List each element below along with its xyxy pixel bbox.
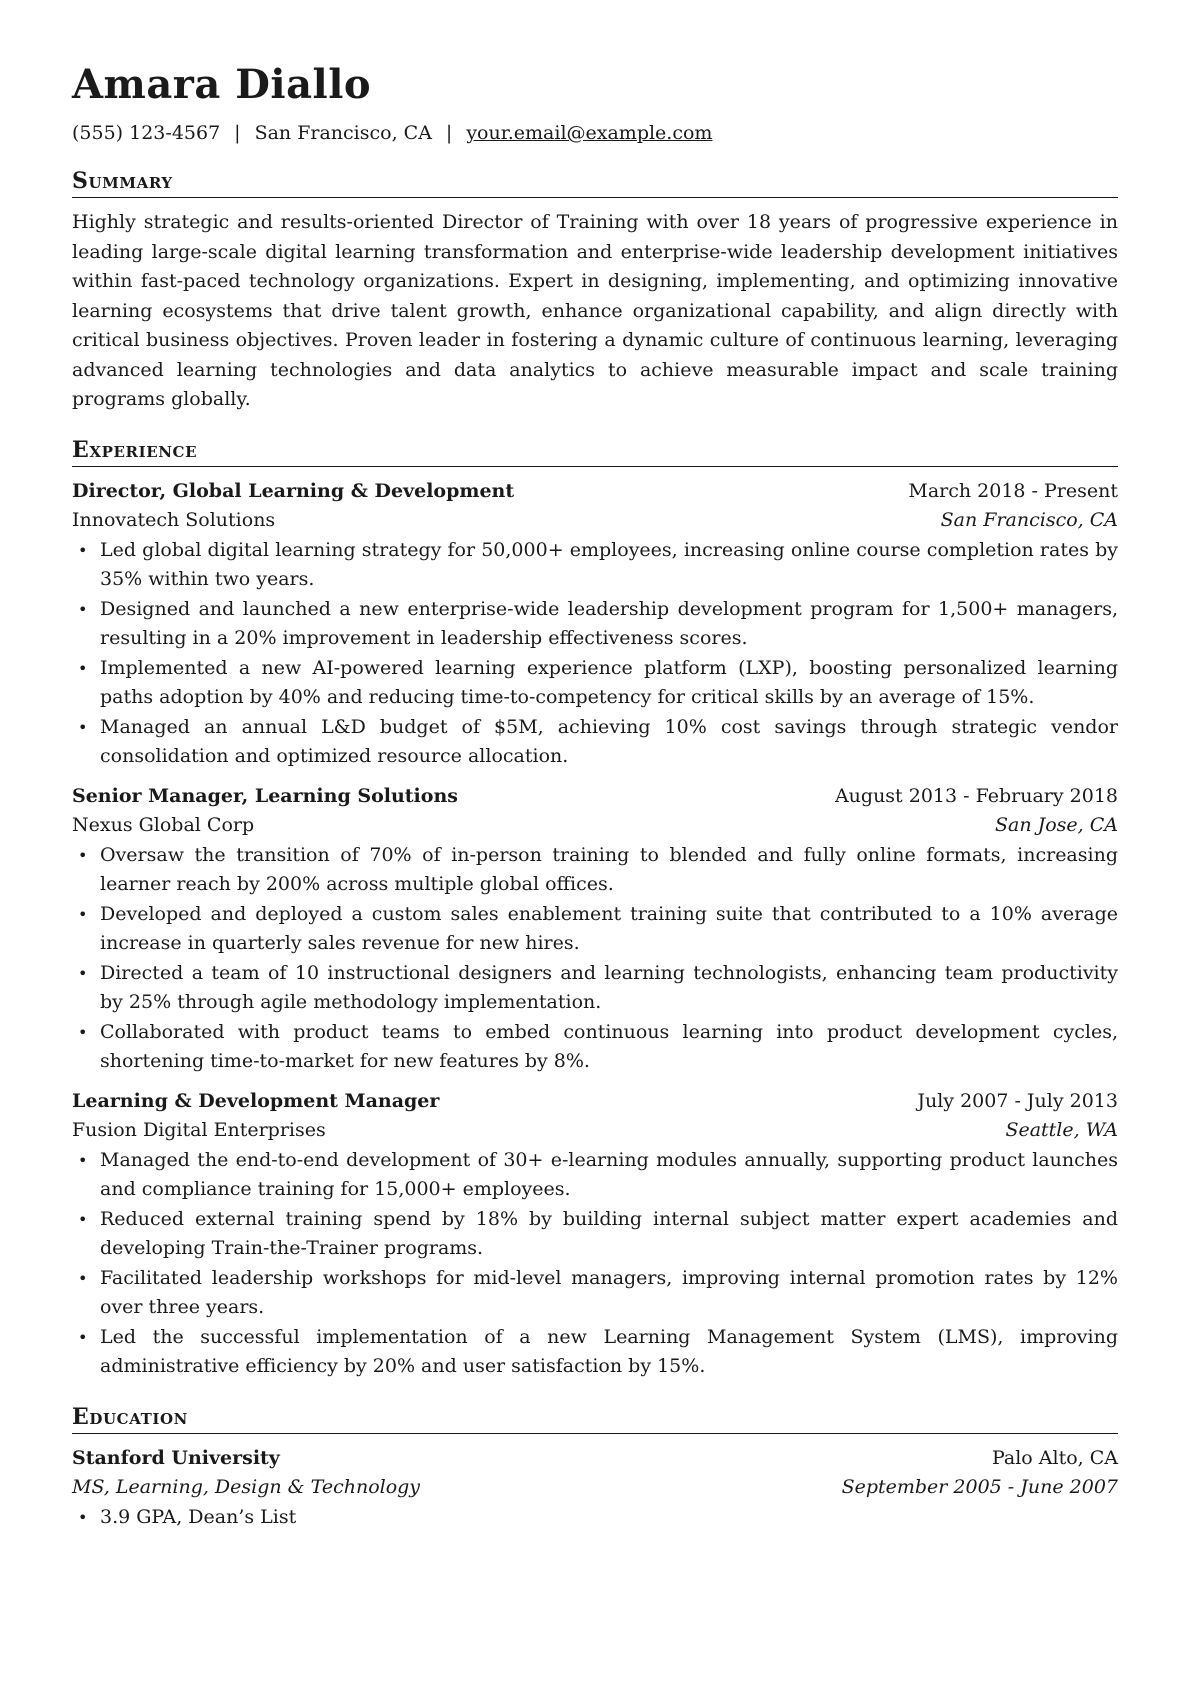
contact-location: San Francisco, CA: [254, 122, 432, 144]
job-company-row: [72, 811, 1118, 841]
education-header: [72, 1444, 1118, 1474]
job-bullets: [72, 1146, 1118, 1382]
job-bullet: • Collaborated with product teams to embed continuous learning into product development cycles, shortening time-to-market for new features by 8%.: [100, 1018, 1118, 1077]
job-company-row: [72, 1116, 1118, 1146]
job-title: Director, Global Learning & Development: [72, 479, 515, 502]
contact-separator: |: [445, 122, 453, 144]
job-company: Innovatech Solutions: [72, 509, 276, 531]
degree-name: MS, Learning, Design & Technology: [72, 1476, 421, 1498]
job-location: San Francisco, CA: [940, 509, 1118, 531]
education-bullets: [72, 1503, 1118, 1533]
education-heading: Education: [72, 1402, 1118, 1434]
job-location: San Jose, CA: [994, 814, 1118, 836]
job-location: Seattle, WA: [1005, 1119, 1118, 1141]
education-bullet: • 3.9 GPA, Dean’s List: [100, 1503, 1118, 1533]
job-bullet: • Managed an annual L&D budget of $5M, achieving 10% cost savings through strategic vendor consolidation and optimized resource allocation.: [100, 713, 1118, 772]
job-entry: [72, 1087, 1118, 1382]
job-dates: March 2018 - Present: [908, 479, 1118, 502]
job-dates: July 2007 - July 2013: [917, 1089, 1118, 1112]
job-header: [72, 782, 1118, 812]
phone-number: (555) 123-4567: [72, 122, 221, 144]
job-bullet: • Facilitated leadership workshops for mid-level managers, improving internal promotion rates by 12% over three years.: [100, 1264, 1118, 1323]
email-link[interactable]: your.email@example.com: [466, 122, 713, 144]
job-entry: [72, 477, 1118, 772]
job-header: [72, 1087, 1118, 1117]
summary-text: Highly strategic and results-oriented Director of Training with over 18 years of progressive experience in leading large-scale digital learning transformation and enterprise-wide leadership development initiatives within fast-paced technology organizations. Expert in designing, implementing, and optimizing innovative learning ecosystems that drive talent growth, enhance organizational capability, and align directly with critical business objectives. Proven leader in fostering a dynamic culture of continuous learning, leveraging advanced learning technologies and data analytics to achieve measurable impact and scale training programs globally.: [72, 211, 1118, 410]
summary-heading: Summary: [72, 166, 1118, 198]
job-bullet: • Reduced external training spend by 18% by building internal subject matter expert academies and developing Train-the-Trainer programs.: [100, 1205, 1118, 1264]
job-company: Nexus Global Corp: [72, 814, 255, 836]
education-entry: [72, 1444, 1118, 1533]
job-bullet: • Led global digital learning strategy for 50,000+ employees, increasing online course completion rates by 35% within two years.: [100, 536, 1118, 595]
contact-line: [72, 120, 1118, 146]
job-company: Fusion Digital Enterprises: [72, 1119, 326, 1141]
job-bullets: [72, 536, 1118, 772]
job-bullet: • Directed a team of 10 instructional designers and learning technologists, enhancing team productivity by 25% through agile methodology implementation.: [100, 959, 1118, 1018]
job-dates: August 2013 - February 2018: [834, 784, 1118, 807]
job-header: [72, 477, 1118, 507]
job-company-row: [72, 506, 1118, 536]
school-location: Palo Alto, CA: [991, 1446, 1118, 1469]
contact-separator: |: [234, 122, 241, 144]
job-bullet: • Led the successful implementation of a new Learning Management System (LMS), improving administrative efficiency by 20% and user satisfaction by 15%.: [100, 1323, 1118, 1382]
job-bullets: [72, 841, 1118, 1077]
job-bullet: • Designed and launched a new enterprise-wide leadership development program for 1,500+ managers, resulting in a 20% improvement in leadership effectiveness scores.: [100, 595, 1118, 654]
job-entry: [72, 782, 1118, 1077]
education-dates: September 2005 - June 2007: [841, 1476, 1118, 1498]
job-bullet: • Oversaw the transition of 70% of in-person training to blended and fully online formats, increasing learner reach by 200% across multiple global offices.: [100, 841, 1118, 900]
job-title: Senior Manager, Learning Solutions: [72, 784, 458, 807]
school-name: Stanford University: [72, 1446, 280, 1469]
job-title: Learning & Development Manager: [72, 1089, 440, 1112]
job-bullet: • Managed the end-to-end development of 30+ e-learning modules annually, supporting product launches and compliance training for 15,000+ employees.: [100, 1146, 1118, 1205]
job-bullet: • Developed and deployed a custom sales enablement training suite that contributed to a 10% average increase in quarterly sales revenue for new hires.: [100, 900, 1118, 959]
candidate-name: Amara Diallo: [72, 61, 372, 108]
job-bullet: • Implemented a new AI-powered learning experience platform (LXP), boosting personalized learning paths adoption by 40% and reducing time-to-competency for critical skills by an average of 15%.: [100, 654, 1118, 713]
experience-heading: Experience: [72, 435, 1118, 467]
degree-row: [72, 1473, 1118, 1503]
